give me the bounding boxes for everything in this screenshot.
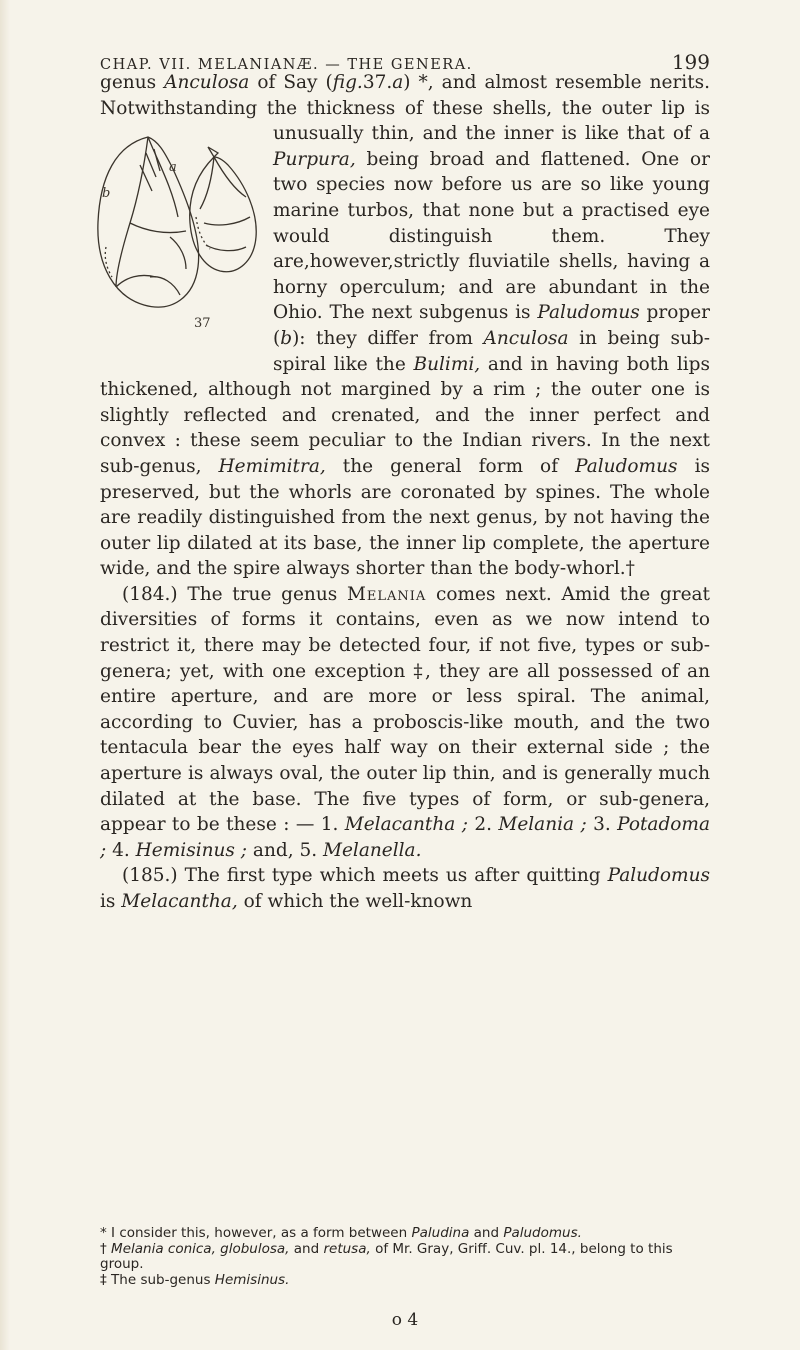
page-edge-shadow — [0, 0, 10, 1350]
figure-number: 37 — [194, 316, 211, 332]
footnotes — [100, 1226, 710, 1288]
shell-a-drawing — [190, 147, 257, 272]
paragraph-185: (185.) The first type which meets us after quitting Paludomus is Melacantha, of which the well-known — [100, 865, 710, 912]
footnote-2: † Melania conica, globulosa, and retusa, of Mr. Gray, Griff. Cuv. pl. 14., belong to this group. — [100, 1240, 673, 1272]
shell-illustration — [86, 127, 261, 357]
body-text — [100, 70, 710, 915]
figure-label-a: a — [169, 160, 177, 176]
footnote-1: * I consider this, however, as a form between Paludina and Paludomus. — [100, 1225, 582, 1241]
signature-mark: o 4 — [391, 1310, 419, 1330]
shell-figure-37 — [86, 127, 261, 357]
page-number: 199 — [671, 50, 710, 74]
running-head: CHAP. VII. MELANIANÆ. — THE GENERA. — [100, 57, 473, 73]
shell-b-drawing — [98, 137, 199, 307]
paragraph-184: (184.) The true genus Melania comes next. Amid the great diversities of forms it contains, even as we now intend to restrict it, there may be detected four, if not five, types or sub-genera; yet, with one exception ‡, they are all possessed of an entire aperture, and are more or less spiral. The animal, according to Cuvier, has a proboscis-like mouth, and the two tentacula bear the eyes half way on their external side ; the aperture is always oval, the outer lip thin, and is generally much dilated at the base. The five types of form, or sub-genera, appear to be these : — 1. Melacantha ; 2. Melania ; 3. Potadoma ; 4. Hemisinus ; and, 5. Melanella. — [100, 583, 710, 861]
footnote-3: ‡ The sub-genus Hemisinus. — [100, 1271, 290, 1288]
paragraph-183-continued: genus Anculosa of Say (fig.37.a) *, and almost resemble nerits. Notwithstanding the thickness of these shells, the outer lip is unusually thin, and the inner is like that of a a b 37 Purpura, being broad and flattened. One or two species now before us are so like young marine turbos, that none but a practised eye would distinguish them. They are,however,strictly fluviatile shells, having a horny operculum; and are abundant in the Ohio. The next subgenus is Paludomus proper (b): they differ from Anculosa in being sub-spiral like the Bulimi, and in having both lips thickened, although not margined by a rim ; the outer one is slightly reflected and crenated, and the inner perfect and convex : these seem peculiar to the Indian rivers. In the next sub-genus, Hemimitra, the general form of Paludomus is preserved, but the whorls are coronated by spines. The whole are readily distinguished from the next genus, by not having the outer lip dilated at its base, the inner lip complete, the aperture wide, and the spire always shorter than the body-whorl.† — [100, 70, 710, 582]
figure-label-b: b — [102, 186, 111, 202]
